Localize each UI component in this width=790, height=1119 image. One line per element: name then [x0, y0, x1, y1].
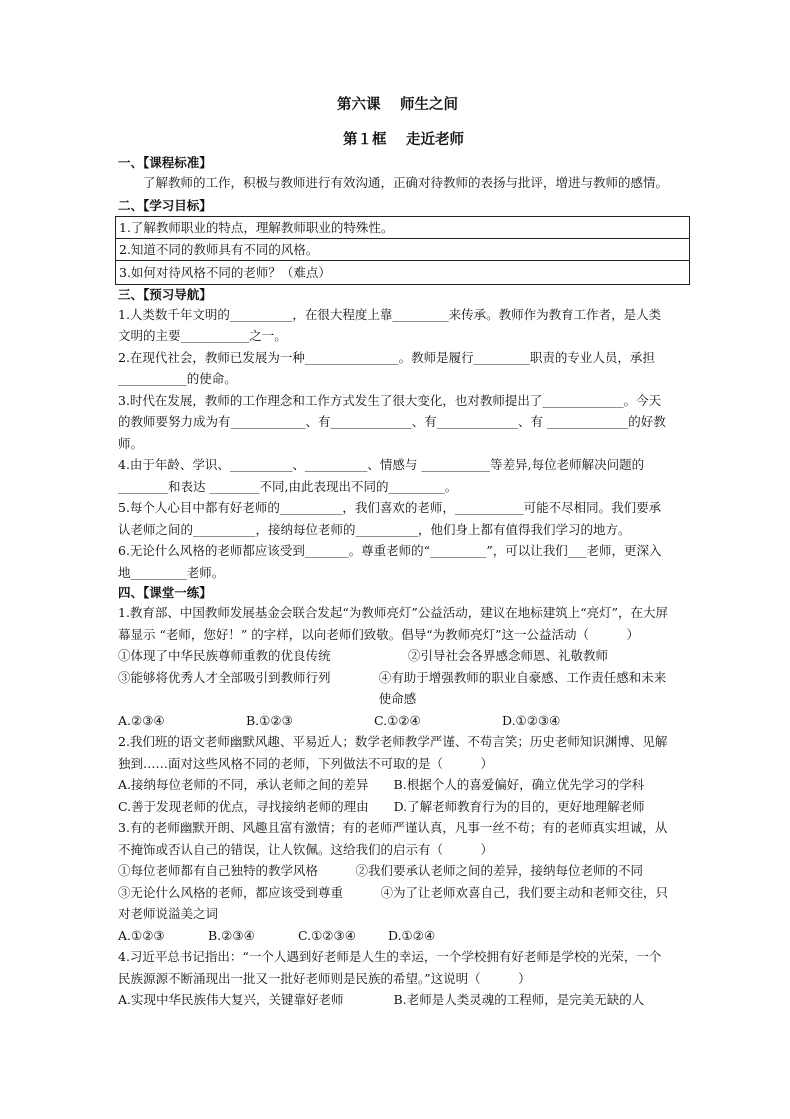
option: C.善于发现老师的优点，寻找接纳老师的理由 [118, 798, 369, 814]
choice: D.①②④ [388, 927, 436, 943]
question-1-choices [118, 710, 671, 732]
question-1-stem: 1.教育部、中国教师发展基金会联合发起“为教师亮灯”公益活动，建议在地标建筑上“亮灯”，在大屏幕显示 “老师，您好！” 的字样，以向老师们致敬。倡导“为教师亮灯”这一公益活动（ ） [118, 605, 668, 642]
option: B.根据个人的喜爱偏好，确立优先学习的学科 [393, 777, 645, 792]
choice: A.①②③ [118, 927, 165, 943]
question-1-options-row [118, 667, 671, 710]
practice-heading: 四、【课堂一练】 [118, 585, 212, 600]
worksheet-page [118, 92, 671, 1011]
question-2-options-ab [118, 774, 671, 796]
choice: D.①②③④ [502, 712, 561, 728]
choice: B.①②③ [246, 712, 293, 728]
option: ③能够将优秀人才全部吸引到教师行列 [118, 669, 331, 685]
section-title: 第１框 走近老师 [342, 131, 465, 148]
question-1-options-row [118, 645, 671, 667]
question-2-stem: 2.我们班的语文老师幽默风趣、平易近人；数学老师教学严谨、不苟言笑；历史老师知识渊博、见解独到……面对这些风格不同的老师，下列做法不可取的是（ ） [118, 734, 668, 771]
question-3-stem: 3.有的老师幽默开朗、风趣且富有激情；有的老师严谨认真，凡事一丝不苟；有的老师真实坦诚，从不掩饰或否认自己的错误，让人钦佩。这给我们的启示有（ ） [118, 820, 668, 857]
learning-goals-heading: 二、【学习目标】 [118, 197, 212, 213]
option: B.老师是人类灵魂的工程师，是完美无缺的人 [393, 992, 645, 1007]
option: A.接纳每位老师的不同，承认老师之间的差异 [118, 777, 369, 792]
choice: C.①②④ [374, 712, 421, 728]
preview-item: 3.时代在发展，教师的工作理念和工作方式发生了很大变化，也对教师提出了_____________。今天的教师要努力成为有____________、有_____________、有_____________、有 _____________的好教师。 [118, 392, 666, 451]
preview-item: 6.无论什么风格的老师都应该受到_______。尊重老师的“_________”，可以让我们___老师，更深入地_________老师。 [118, 543, 662, 580]
option: D.了解老师教育行为的目的，更好地理解老师 [393, 798, 645, 814]
preview-item: 4.由于年龄、学识、__________、__________、情感与 ___________等差异,每位老师解决问题的________和表达 ________不同,由此表现出不同的_________。 [118, 457, 645, 494]
lesson-title: 第六课 师生之间 [336, 96, 459, 113]
goal-row: 3.如何对待风格不同的老师？（难点） [119, 264, 331, 280]
question-2-options-cd [118, 796, 671, 818]
preview-item: 5.每个人心目中都有好老师的__________，我们喜欢的老师，___________可能不尽相同。我们要承认老师之间的__________，接纳每位老师的__________，他们身上都有值得我们学习的地方。 [118, 500, 662, 537]
preview-item: 2.在现代社会，教师已发展为一种_______________。教师是履行_________职责的专业人员，承担___________的使命。 [118, 349, 655, 386]
goal-row: 1.了解教师职业的特点，理解教师职业的特殊性。 [116, 217, 689, 239]
preview-item: 1.人类数千年文明的__________，在很大程度上靠_________来传承。教师作为教育工作者，是人类文明的主要___________之一。 [118, 306, 662, 343]
goal-row: 2.知道不同的教师具有不同的风格。 [116, 239, 689, 261]
option: A.实现中华民族伟大复兴，关键靠好老师 [118, 992, 344, 1007]
choice: C.①②③④ [298, 927, 356, 943]
choice: B.②③④ [208, 927, 255, 943]
question-3-options: ①每位老师都有自己独特的教学风格 ②我们要承认老师之间的差异，接纳每位老师的不同 ③无论什么风格的老师，都应该受到尊重 ④为了让老师欢喜自己，我们要主动和老师交往，只对老师说溢美之词 [118, 863, 669, 921]
curriculum-standard-text: 了解教师的工作，积极与教师进行有效沟通，正确对待教师的表扬与批评，增进与教师的感情。 [143, 175, 669, 190]
question-4-options [118, 989, 671, 1011]
option: ②引导社会各界感念师恩、礼敬教师 [408, 648, 609, 663]
choice: A.②③④ [118, 712, 165, 728]
learning-goals-table [115, 216, 690, 285]
preview-guide-heading: 三、【预习导航】 [118, 286, 212, 302]
question-4-stem: 4.习近平总书记指出：“一个人遇到好老师是人生的幸运，一个学校拥有好老师是学校的光荣，一个民族源源不断涌现出一批又一批好老师则是民族的希望。”这说明（ ） [118, 949, 662, 986]
option: ①体现了中华民族尊师重教的优良传统 [118, 648, 331, 663]
option: ④有助于增强教师的职业自豪感、工作责任感和未来使命感 [378, 669, 667, 706]
question-3-choices [118, 925, 671, 947]
curriculum-standard-heading: 一、【课程标准】 [118, 155, 212, 170]
